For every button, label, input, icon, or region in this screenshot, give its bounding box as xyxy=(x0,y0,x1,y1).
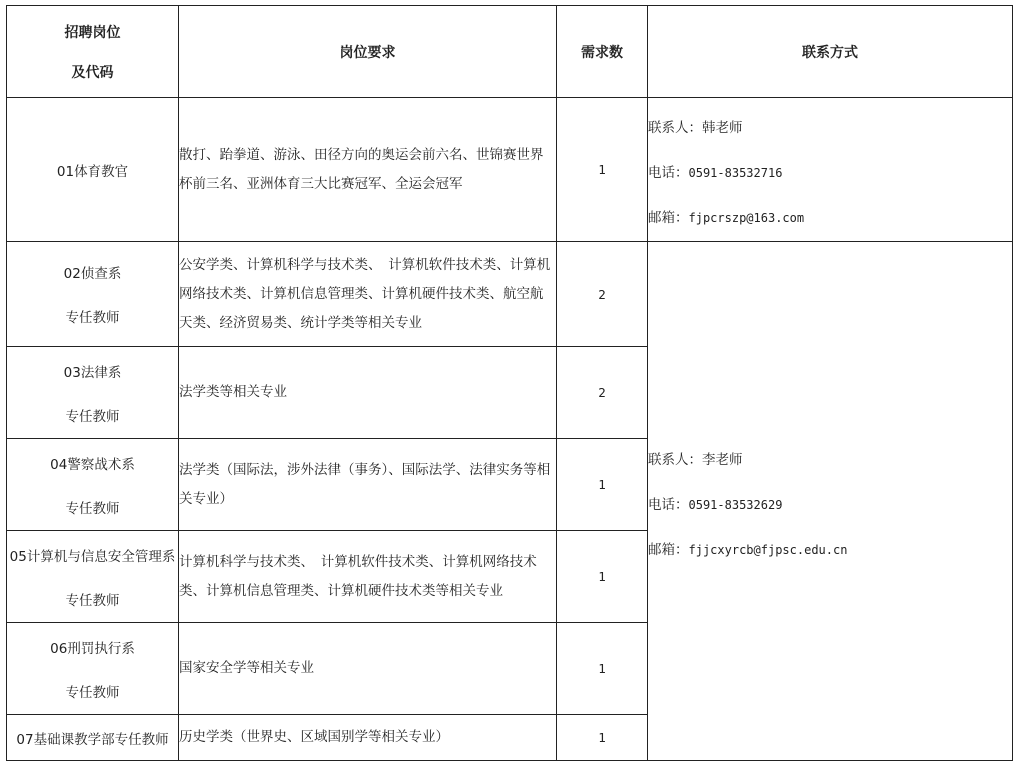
position-name: 07基础课教学部专任教师 xyxy=(16,731,169,748)
position-name: 04警察战术系 xyxy=(50,456,135,473)
position-cell xyxy=(7,531,179,623)
header-requirements: 岗位要求 xyxy=(179,6,557,98)
contact-phone xyxy=(648,483,1012,528)
position-name: 05计算机与信息安全管理系 xyxy=(9,548,176,565)
table-row xyxy=(7,242,1013,347)
position-cell xyxy=(7,347,179,439)
contact-email-address: fjjcxyrcb@fjpsc.edu.cn xyxy=(688,542,848,557)
table-row xyxy=(7,98,1013,242)
contact-email xyxy=(648,528,1012,573)
contact-phone-number: 0591-83532629 xyxy=(688,497,783,512)
contact-person-name: 韩老师 xyxy=(702,120,743,136)
contact-email-address: fjpcrszp@163.com xyxy=(688,211,805,225)
contact-email-label: 邮箱： xyxy=(648,541,689,558)
count-cell: 2 xyxy=(557,347,648,439)
count-cell: 1 xyxy=(557,623,648,715)
contact-phone-label: 电话： xyxy=(648,496,689,513)
position-role: 专任教师 xyxy=(65,310,120,326)
contact-person xyxy=(648,438,1012,483)
requirements-cell: 法学类（国际法，涉外法律（事务）、国际法学、法律实务等相关专业） xyxy=(179,439,557,531)
position-role: 专任教师 xyxy=(65,408,120,425)
contact-person-name: 李老师 xyxy=(702,451,743,468)
position-cell xyxy=(7,623,179,715)
position-name: 03法律系 xyxy=(63,364,122,381)
position-name: 06刑罚执行系 xyxy=(50,640,135,657)
position-cell xyxy=(7,242,179,347)
position-role: 专任教师 xyxy=(65,592,120,609)
contact-phone xyxy=(648,151,1012,196)
count-cell: 1 xyxy=(557,531,648,623)
contact-email-label: 邮箱： xyxy=(648,210,689,226)
contact-person-label: 联系人： xyxy=(648,451,702,468)
position-name: 01体育教官 xyxy=(56,163,129,180)
requirements-cell: 公安学类、计算机科学与技术类、 计算机软件技术类、计算机网络技术类、计算机信息管理类、计算机硬件技术类、航空航天类、经济贸易类、统计学类等相关专业 xyxy=(179,242,557,347)
header-count: 需求数 xyxy=(557,6,648,98)
contact-phone-number: 0591-83532716 xyxy=(688,166,783,180)
requirements-cell: 法学类等相关专业 xyxy=(179,347,557,439)
requirements-cell: 历史学类（世界史、区域国别学等相关专业） xyxy=(179,715,557,761)
recruitment-table xyxy=(6,5,1013,761)
position-cell xyxy=(7,439,179,531)
contact-person xyxy=(648,106,1012,151)
count-cell: 1 xyxy=(557,98,648,242)
count-cell: 1 xyxy=(557,715,648,761)
requirements-cell: 散打、跆拳道、游泳、田径方向的奥运会前六名、世锦赛世界杯前三名、亚洲体育三大比赛冠军、全运会冠军 xyxy=(179,98,557,242)
contact-phone-label: 电话： xyxy=(648,165,689,181)
contact-cell-1 xyxy=(648,98,1013,242)
header-position-line2: 及代码 xyxy=(71,64,114,81)
requirements-cell: 国家安全学等相关专业 xyxy=(179,623,557,715)
position-cell xyxy=(7,715,179,761)
count-cell: 1 xyxy=(557,439,648,531)
contact-person-label: 联系人： xyxy=(648,120,702,136)
header-position xyxy=(7,6,179,98)
count-cell: 2 xyxy=(557,242,648,347)
position-role: 专任教师 xyxy=(65,684,120,701)
table-header-row xyxy=(7,6,1013,98)
header-position-line1: 招聘岗位 xyxy=(64,24,121,41)
header-contact: 联系方式 xyxy=(648,6,1013,98)
requirements-cell: 计算机科学与技术类、 计算机软件技术类、计算机网络技术类、计算机信息管理类、计算机硬件技术类等相关专业 xyxy=(179,531,557,623)
position-name: 02侦查系 xyxy=(63,266,122,282)
position-cell xyxy=(7,98,179,242)
position-role: 专任教师 xyxy=(65,500,120,517)
contact-cell-2 xyxy=(648,242,1013,761)
contact-email xyxy=(648,196,1012,241)
